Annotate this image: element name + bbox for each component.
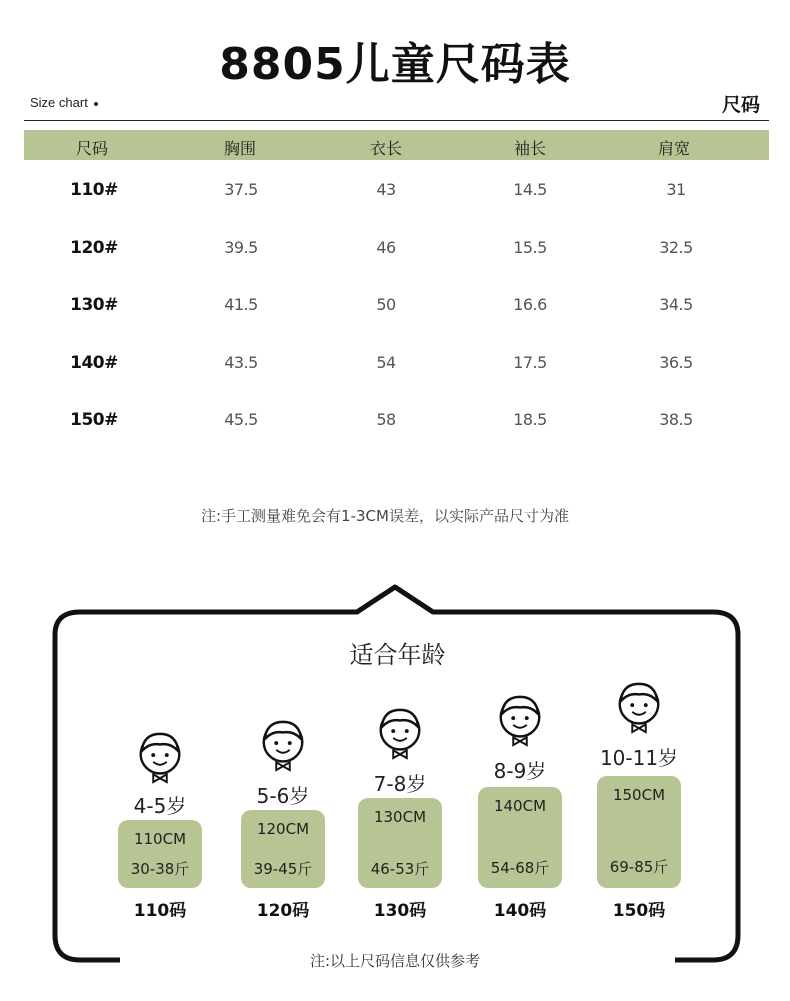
child-face-icon <box>258 718 308 772</box>
cell-sleeve: 17.5 <box>513 353 547 372</box>
reference-note: 注:以上尺码信息仅供参考 <box>309 952 481 970</box>
cell-sleeve: 14.5 <box>513 180 547 199</box>
cell-chest: 41.5 <box>224 295 258 314</box>
age-range: 7-8岁 <box>373 772 427 796</box>
cell-sleeve: 15.5 <box>513 238 547 257</box>
cell-length: 54 <box>376 353 396 372</box>
height-value: 140CM <box>493 797 547 815</box>
cell-shoulder: 34.5 <box>659 295 693 314</box>
header-sleeve: 袖长 <box>513 139 547 158</box>
table-row <box>24 406 769 436</box>
age-range: 10-11岁 <box>599 746 679 770</box>
height-value: 120CM <box>256 820 310 838</box>
size-code: 150码 <box>612 901 666 921</box>
size-box <box>478 787 562 888</box>
size-box <box>118 820 202 888</box>
weight-value: 46-53斤 <box>370 860 430 878</box>
size-code: 140码 <box>493 901 547 921</box>
cell-sleeve: 16.6 <box>513 295 547 314</box>
weight-value: 30-38斤 <box>130 860 190 878</box>
page-title: 8805儿童尺码表 <box>219 39 571 90</box>
cell-length: 43 <box>376 180 396 199</box>
child-face-icon <box>614 680 664 734</box>
size-code: 130码 <box>373 901 427 921</box>
child-face-icon <box>495 693 545 747</box>
size-code: 120码 <box>256 901 310 921</box>
table-header <box>24 130 769 160</box>
divider-line <box>24 120 769 121</box>
table-row <box>24 234 769 264</box>
header-chest: 胸围 <box>223 139 257 158</box>
cell-size: 150# <box>70 410 118 430</box>
age-card-130 <box>358 706 448 930</box>
child-face-icon <box>135 730 185 784</box>
cell-shoulder: 32.5 <box>659 238 693 257</box>
header-shoulder: 肩宽 <box>657 139 691 158</box>
cell-chest: 37.5 <box>224 180 258 199</box>
header-size: 尺码 <box>75 139 109 158</box>
height-value: 130CM <box>373 808 427 826</box>
measurement-note: 注:手工测量难免会有1-3CM误差，以实际产品尺寸为准 <box>201 507 569 525</box>
age-card-110 <box>118 730 208 930</box>
cell-shoulder: 38.5 <box>659 410 693 429</box>
cell-size: 110# <box>70 180 118 200</box>
cell-chest: 39.5 <box>224 238 258 257</box>
age-card-150 <box>597 680 687 930</box>
weight-value: 39-45斤 <box>253 860 313 878</box>
size-chart-caption <box>30 95 98 110</box>
cell-chest: 43.5 <box>224 353 258 372</box>
age-card-120 <box>241 718 331 930</box>
cell-size: 140# <box>70 353 118 373</box>
cell-chest: 45.5 <box>224 410 258 429</box>
age-card-140 <box>478 693 568 930</box>
cell-size: 130# <box>70 295 118 315</box>
table-row <box>24 176 769 206</box>
size-box <box>597 776 681 888</box>
height-value: 150CM <box>612 786 666 804</box>
weight-value: 69-85斤 <box>609 858 669 876</box>
cell-length: 46 <box>376 238 396 257</box>
size-box <box>358 798 442 888</box>
cell-size: 120# <box>70 238 118 258</box>
age-range: 8-9岁 <box>493 759 547 783</box>
cell-shoulder: 36.5 <box>659 353 693 372</box>
size-box <box>241 810 325 888</box>
table-row <box>24 349 769 379</box>
cell-length: 50 <box>376 295 396 314</box>
size-heading: 尺码 <box>721 94 760 116</box>
age-panel-title: 适合年龄 <box>349 641 446 669</box>
weight-value: 54-68斤 <box>490 859 550 877</box>
child-face-icon <box>375 706 425 760</box>
cell-sleeve: 18.5 <box>513 410 547 429</box>
size-chart-label: Size chart <box>30 95 88 110</box>
cell-shoulder: 31 <box>666 180 686 199</box>
bullet-dot-icon <box>94 102 98 106</box>
age-range: 5-6岁 <box>256 784 310 808</box>
height-value: 110CM <box>133 830 187 848</box>
cell-length: 58 <box>376 410 396 429</box>
size-code: 110码 <box>133 901 187 921</box>
age-range: 4-5岁 <box>133 794 187 818</box>
table-row <box>24 291 769 321</box>
header-length: 衣长 <box>369 139 403 158</box>
